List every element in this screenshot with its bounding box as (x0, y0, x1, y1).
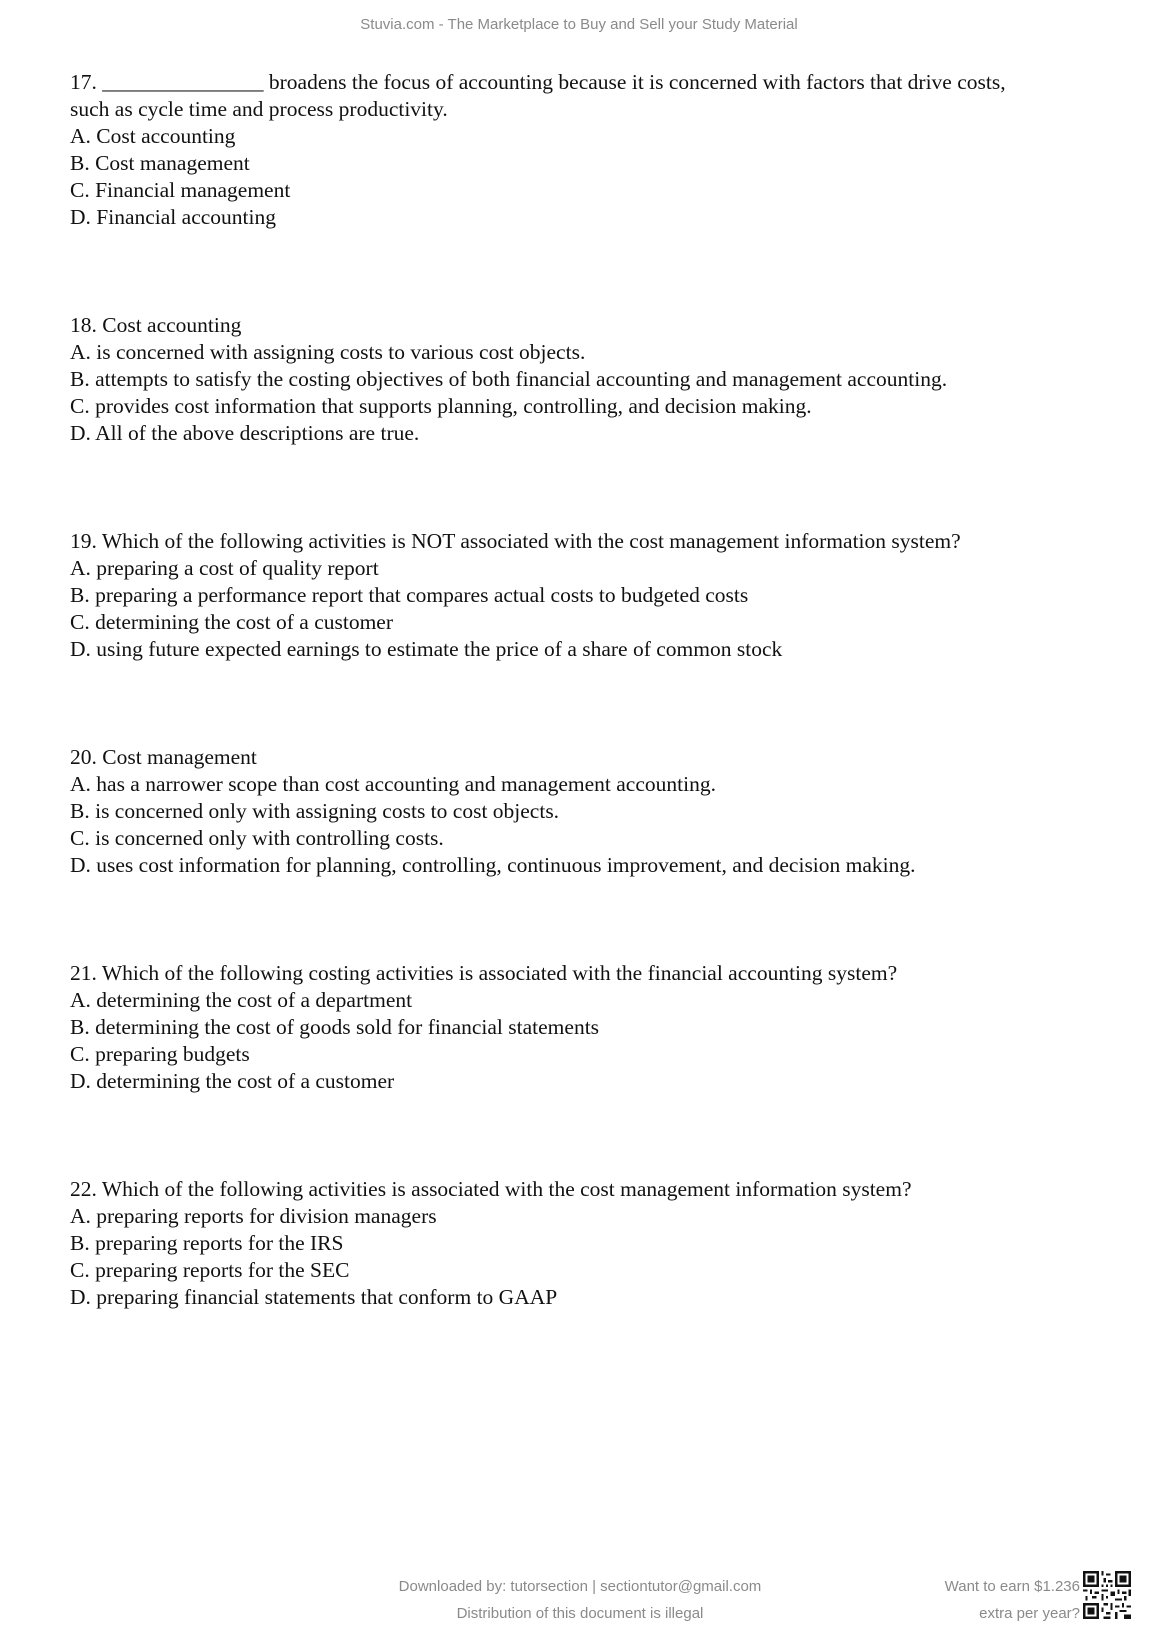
option-a: A. Cost accounting (70, 124, 236, 148)
qr-code-icon[interactable] (1083, 1571, 1131, 1619)
question-spacer (70, 231, 1110, 312)
earn-promo-line2: extra per year? (979, 1605, 1080, 1622)
option-c: C. Financial management (70, 178, 291, 202)
option-c: C. determining the cost of a customer (70, 610, 394, 634)
option-b: B. attempts to satisfy the costing objectives of both financial accounting and management accounting. (70, 367, 948, 391)
distribution-notice: Distribution of this document is illegal (456, 1605, 704, 1622)
question-stem: 22. Which of the following activities is associated with the cost management information system? (70, 1177, 912, 1201)
option-d: D. using future expected earnings to estimate the price of a share of common stock (70, 637, 783, 661)
option-a: A. preparing a cost of quality report (70, 556, 379, 580)
option-d: D. All of the above descriptions are true. (70, 421, 420, 445)
question-list (70, 69, 1110, 1311)
downloaded-by-text: Downloaded by: tutorsection | sectiontutor@gmail.com (398, 1578, 762, 1595)
question-22 (70, 1176, 1110, 1311)
question-17 (70, 69, 1110, 231)
option-a: A. has a narrower scope than cost accounting and management accounting. (70, 772, 716, 796)
option-d: D. Financial accounting (70, 205, 276, 229)
option-d: D. uses cost information for planning, controlling, continuous improvement, and decision making. (70, 853, 916, 877)
option-d: D. preparing financial statements that conform to GAAP (70, 1285, 558, 1309)
option-c: C. preparing reports for the SEC (70, 1258, 350, 1282)
earn-promo-line1: Want to earn $1.236 (944, 1578, 1080, 1595)
option-b: B. preparing reports for the IRS (70, 1231, 344, 1255)
option-c: C. is concerned only with controlling costs. (70, 826, 444, 850)
question-20 (70, 744, 1110, 879)
footer-download-info (330, 1573, 830, 1627)
question-spacer (70, 663, 1110, 744)
earn-promo[interactable] (945, 1573, 1080, 1627)
option-c: C. preparing budgets (70, 1042, 250, 1066)
question-stem: 20. Cost management (70, 745, 257, 769)
question-spacer (70, 1095, 1110, 1176)
header-watermark: Stuvia.com - The Marketplace to Buy and Sell your Study Material (360, 16, 798, 33)
question-spacer (70, 879, 1110, 960)
question-stem: 17. _______________ broadens the focus of accounting because it is concerned with factors that drive costs, (70, 70, 1006, 94)
option-a: A. preparing reports for division managers (70, 1204, 437, 1228)
option-d: D. determining the cost of a customer (70, 1069, 395, 1093)
question-18 (70, 312, 1110, 447)
option-a: A. is concerned with assigning costs to various cost objects. (70, 340, 586, 364)
question-stem: 18. Cost accounting (70, 313, 242, 337)
question-stem: 19. Which of the following activities is NOT associated with the cost management information system? (70, 529, 961, 553)
option-c: C. provides cost information that supports planning, controlling, and decision making. (70, 394, 812, 418)
question-stem-continued: such as cycle time and process productivity. (70, 97, 448, 121)
option-a: A. determining the cost of a department (70, 988, 413, 1012)
question-19 (70, 528, 1110, 663)
question-21 (70, 960, 1110, 1095)
question-spacer (70, 447, 1110, 528)
option-b: B. is concerned only with assigning costs to cost objects. (70, 799, 560, 823)
question-stem: 21. Which of the following costing activities is associated with the financial accounting system? (70, 961, 898, 985)
option-b: B. Cost management (70, 151, 250, 175)
option-b: B. determining the cost of goods sold for financial statements (70, 1015, 600, 1039)
option-b: B. preparing a performance report that compares actual costs to budgeted costs (70, 583, 749, 607)
